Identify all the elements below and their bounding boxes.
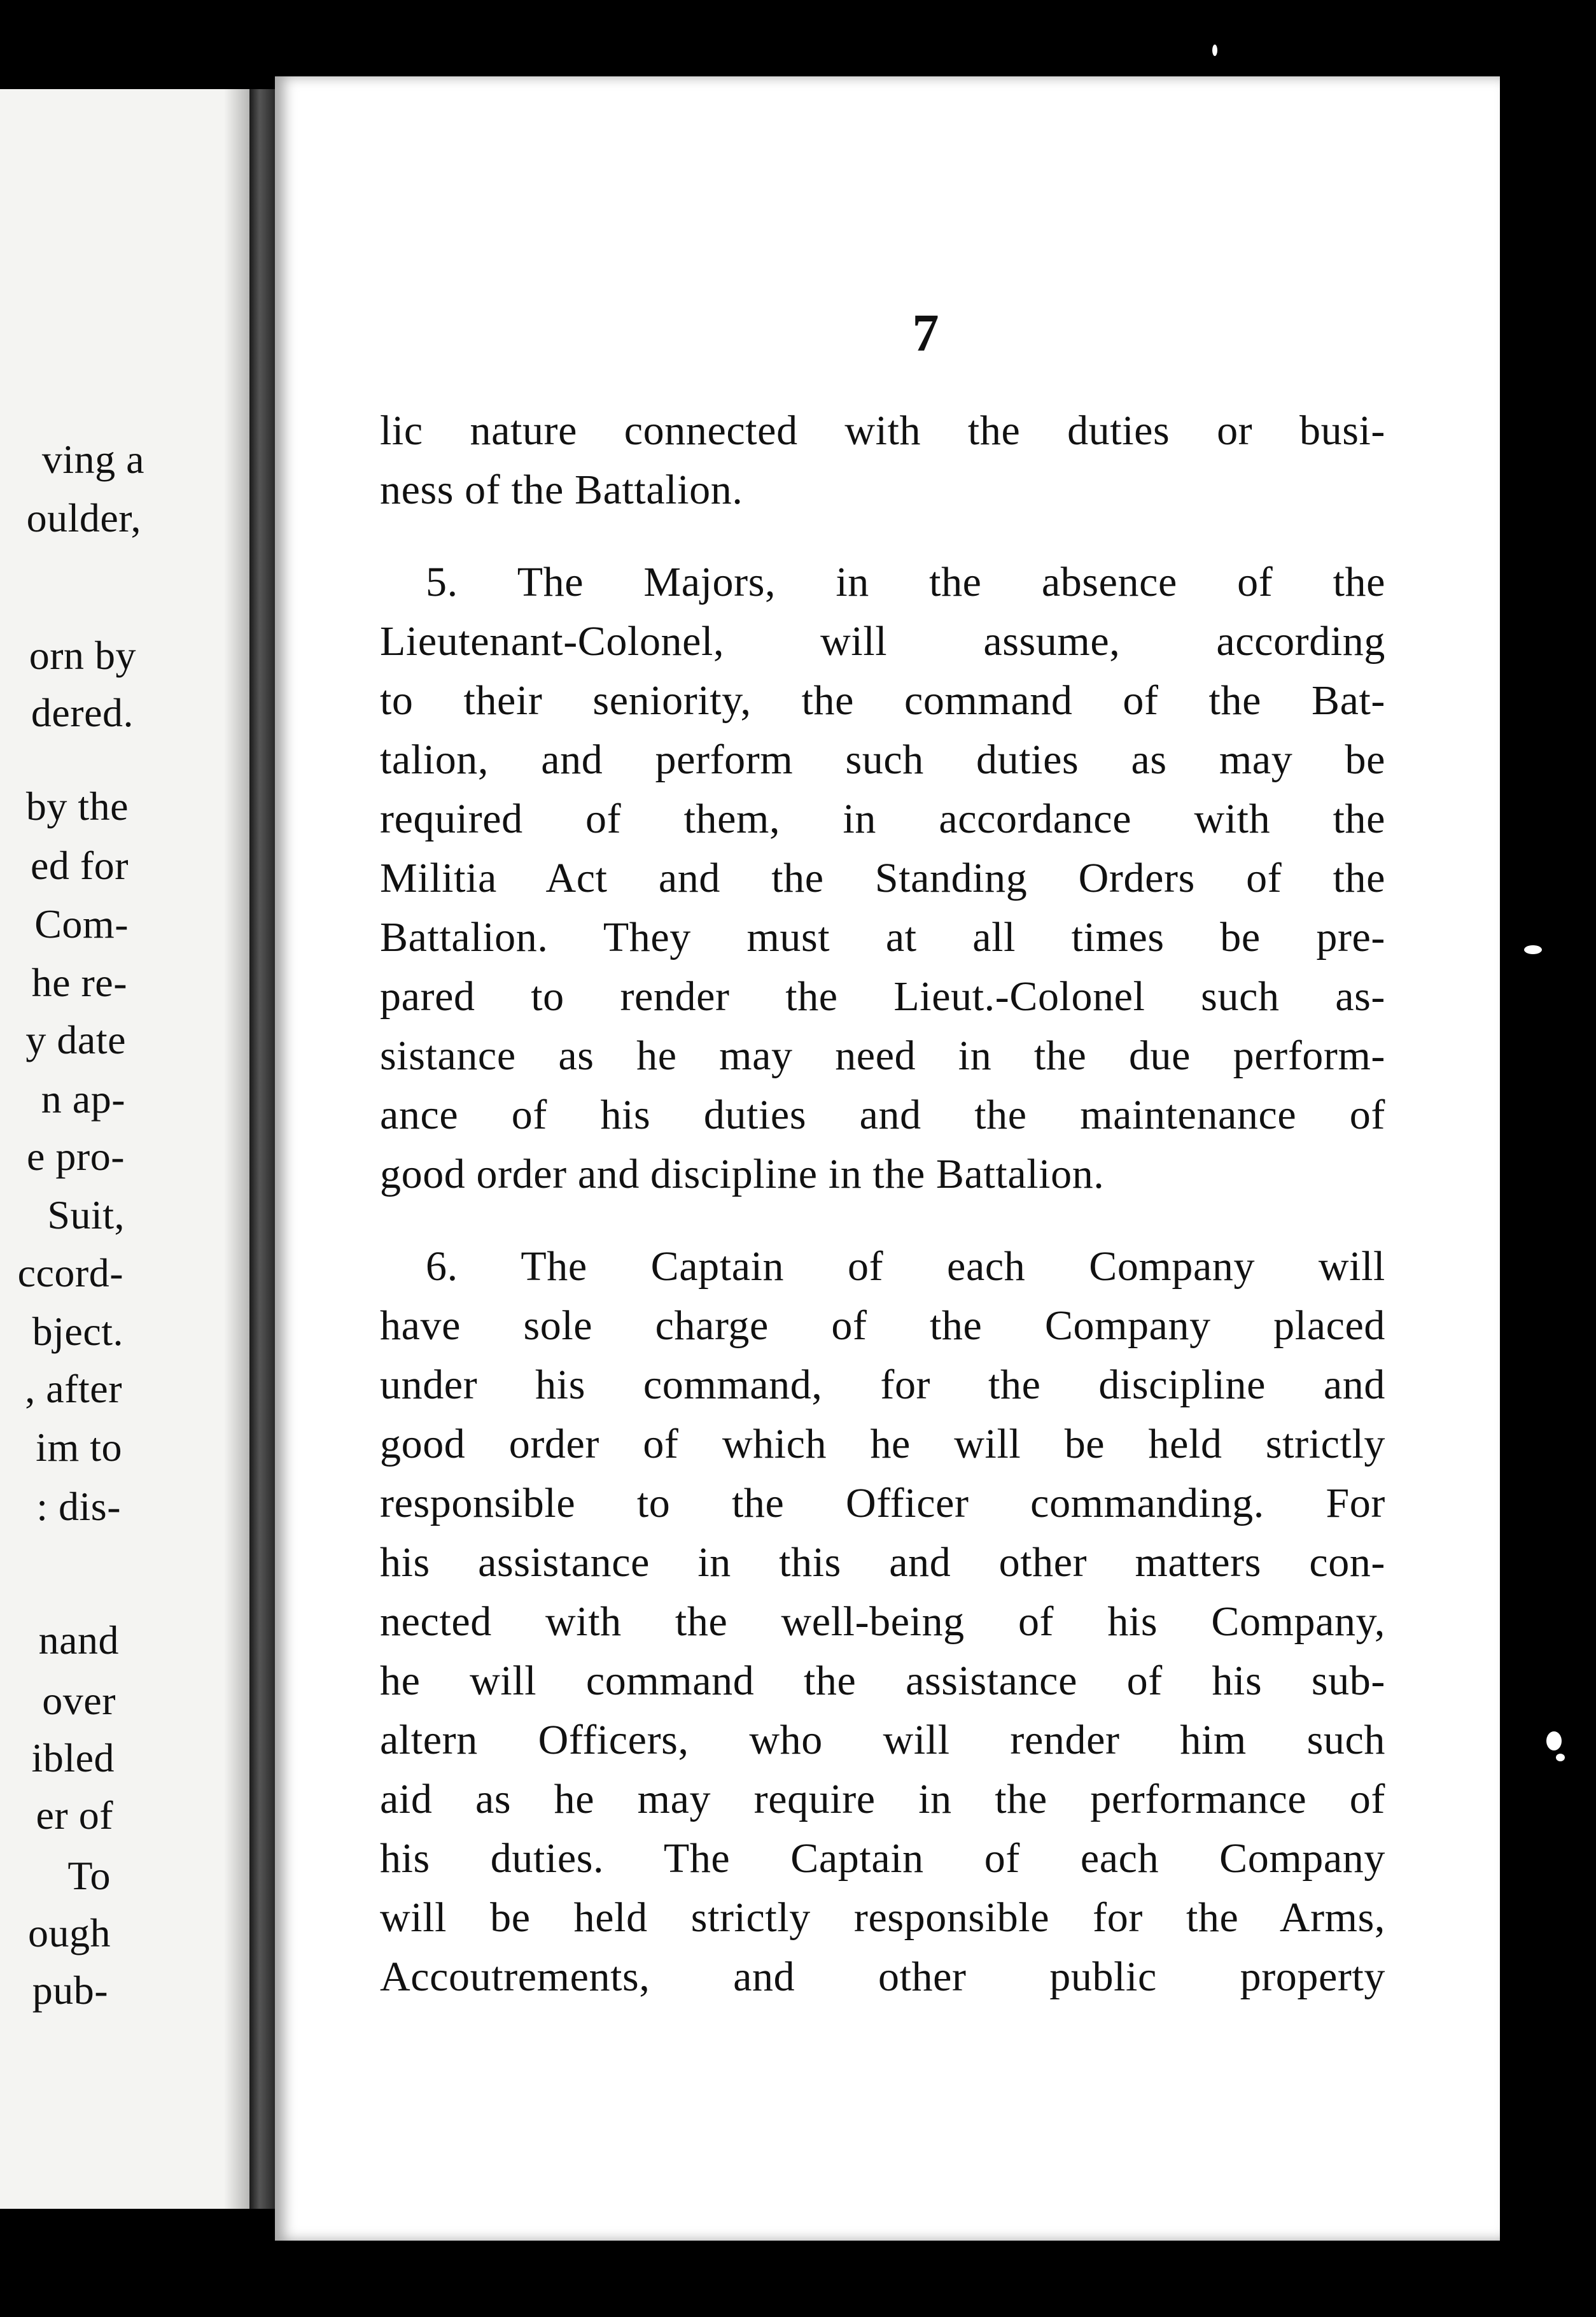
text-line: have sole charge of the Company placed [380,1302,1385,1349]
previous-page [0,89,249,2209]
text-line: will be held strictly responsible for the Arms, [380,1894,1385,1941]
previous-page-line: ough [28,1910,111,1955]
previous-page-line: er of [36,1792,113,1838]
text-line: Accoutrements, and other public property [380,1954,1385,2000]
text-line: Militia Act and the Standing Orders of the [380,855,1385,901]
previous-page-line: orn by [29,633,136,678]
previous-page-line: n ap- [41,1076,125,1122]
page-number: 7 [912,304,939,363]
previous-page-line: by the [25,784,129,829]
previous-page-line: Com- [34,901,129,947]
scan-artifact [1524,945,1542,954]
text-line: required of them, in accordance with the [380,796,1385,842]
previous-page-line: Suit, [47,1192,125,1237]
previous-page-line: e pro- [26,1134,125,1179]
text-line: ance of his duties and the maintenance of [380,1092,1385,1138]
scan-artifact [1556,1754,1565,1761]
book-page [275,76,1500,2241]
previous-page-line: pub- [32,1968,108,2013]
paragraph-continuation [380,401,1385,519]
text-line: to their seniority, the command of the Bat- [380,677,1385,724]
text-line: ness of the Battalion. [380,467,743,513]
text-line: his duties. The Captain of each Company [380,1835,1385,1882]
previous-page-line: To [67,1853,111,1898]
text-line: sistance as he may need in the due perform- [380,1032,1385,1079]
previous-page-line: he re- [31,960,127,1005]
previous-page-line: dered. [31,690,134,735]
text-line: Battalion. They must at all times be pre- [380,914,1385,961]
paragraph-5 [380,553,1385,1204]
previous-page-line: bject. [32,1309,123,1354]
paragraph-6 [380,1237,1385,2006]
previous-page-line: ving a [41,437,144,482]
text-line: good order of which he will be held strictly [380,1421,1385,1467]
text-line: nected with the well-being of his Company, [380,1598,1385,1645]
text-line: talion, and perform such duties as may be [380,736,1385,783]
book-gutter [249,89,275,2209]
text-line: Lieutenant-Colonel, will assume, according [380,618,1385,665]
text-line: 6. The Captain of each Company will [426,1243,1385,1290]
text-line: pared to render the Lieut.-Colonel such as- [380,973,1385,1020]
text-line: lic nature connected with the duties or busi- [380,407,1385,454]
previous-page-line: y date [25,1017,126,1062]
text-line: good order and discipline in the Battalion. [380,1151,1105,1197]
scan-artifact [1546,1731,1562,1750]
previous-page-line: ibled [31,1735,115,1780]
text-line: 5. The Majors, in the absence of the [426,559,1385,605]
previous-page-line: ed for [30,843,129,888]
scan-artifact [1212,45,1217,56]
page-body [380,401,1385,2006]
previous-page-line: : dis- [36,1484,121,1529]
text-line: he will command the assistance of his sub- [380,1658,1385,1704]
previous-page-line: oulder, [26,495,141,540]
previous-page-line: over [42,1678,116,1723]
text-line: aid as he may require in the performance of [380,1776,1385,1822]
text-line: responsible to the Officer commanding. For [380,1480,1385,1526]
text-line: altern Officers, who will render him such [380,1717,1385,1763]
previous-page-line: , after [25,1366,122,1411]
previous-page-line: ccord- [17,1250,123,1295]
text-line: his assistance in this and other matters con- [380,1539,1385,1586]
previous-page-line: im to [36,1425,122,1470]
previous-page-line: nand [38,1617,119,1663]
page-fold-shadow [224,89,249,2209]
text-line: under his command, for the discipline and [380,1362,1385,1408]
